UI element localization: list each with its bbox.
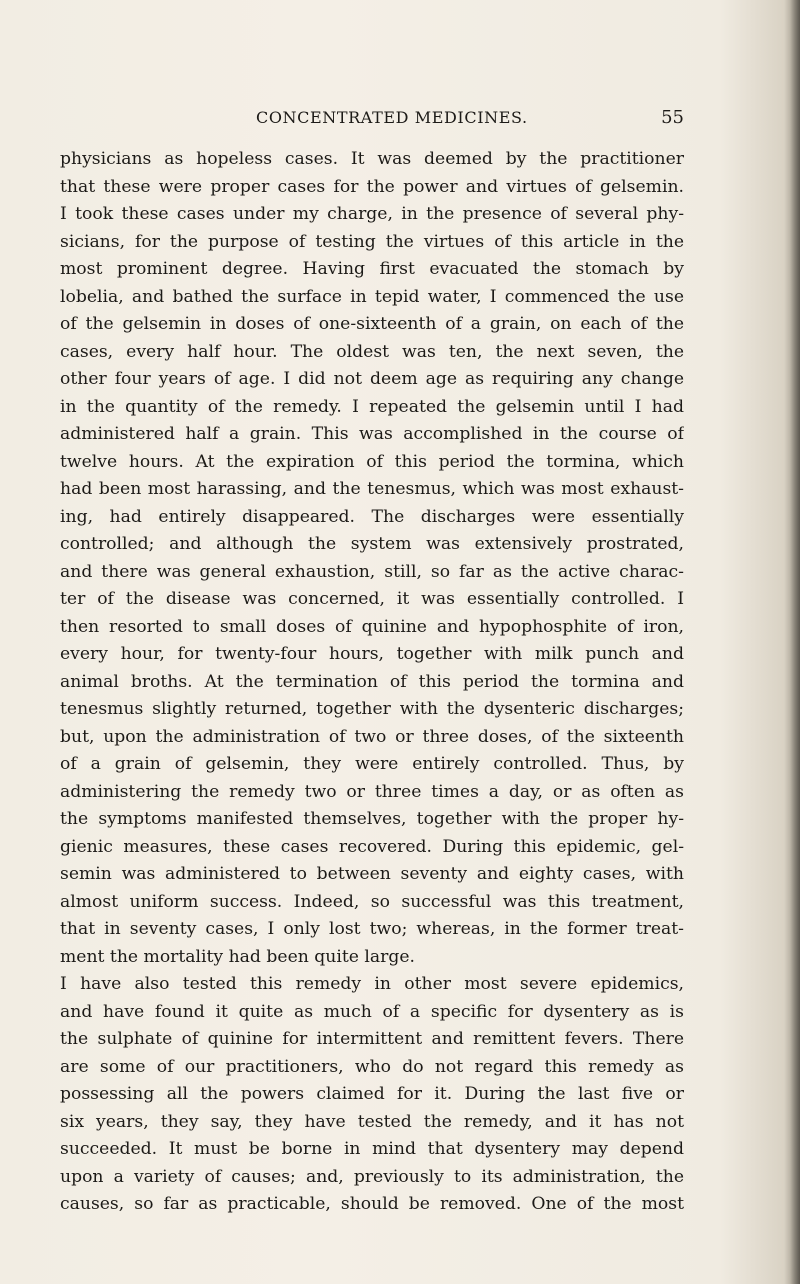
text-line: controlled; and although the system was extensively prostrated, xyxy=(60,534,684,554)
text-line: other four years of age. I did not deem age as requiring any change xyxy=(60,369,684,389)
text-line: lobelia, and bathed the surface in tepid water, I commenced the use xyxy=(60,286,684,307)
text-line: administering the remedy two or three times a day, or as often as xyxy=(60,781,684,802)
text-line: sicians, for the purpose of testing the virtues of this article in the xyxy=(60,231,684,252)
text-line: that in seventy cases, I only lost two; whereas, in the former treat- xyxy=(60,919,684,939)
text-line: possessing all the powers claimed for it. During the last five or xyxy=(60,1084,684,1104)
text-line-paragraph-start: I have also tested this remedy in other most severe epidemics, xyxy=(60,974,684,994)
text-line: had been most harassing, and the tenesmus, which was most exhaust- xyxy=(60,479,684,499)
page-edge-shadow xyxy=(790,0,800,1284)
text-line: twelve hours. At the expiration of this period the tormina, which xyxy=(60,451,684,472)
text-line: causes, so far as practicable, should be removed. One of the most xyxy=(60,1194,684,1214)
text-line: cases, every half hour. The oldest was ten, the next seven, the xyxy=(60,341,684,362)
text-line: ing, had entirely disappeared. The discharges were essentially xyxy=(60,506,684,527)
text-line: most prominent degree. Having first evacuated the stomach by xyxy=(60,259,684,279)
text-line: the symptoms manifested themselves, together with the proper hy- xyxy=(60,809,684,829)
text-line: almost uniform success. Indeed, so successful was this treatment, xyxy=(60,891,684,912)
page-number: 55 xyxy=(661,107,684,128)
text-line: semin was administered to between seventy and eighty cases, with xyxy=(60,864,684,884)
running-head xyxy=(60,106,684,130)
text-line: and have found it quite as much of a specific for dysentery as is xyxy=(60,1001,684,1022)
text-line: ter of the disease was concerned, it was essentially controlled. I xyxy=(60,589,684,609)
text-line: gienic measures, these cases recovered. During this epidemic, gel- xyxy=(60,836,684,857)
text-line: every hour, for twenty-four hours, together with milk punch and xyxy=(60,644,684,664)
text-line: administered half a grain. This was accomplished in the course of xyxy=(60,424,684,444)
body-text xyxy=(60,146,684,1219)
text-line: the sulphate of quinine for intermittent and remittent fevers. There xyxy=(60,1029,684,1049)
text-line: that these were proper cases for the power and virtues of gelsemin. xyxy=(60,176,684,197)
running-title: CONCENTRATED MEDICINES. xyxy=(256,108,528,127)
text-line: in the quantity of the remedy. I repeated the gelsemin until I had xyxy=(60,396,684,417)
text-line: upon a variety of causes; and, previously to its administration, the xyxy=(60,1166,684,1187)
text-line: of the gelsemin in doses of one-sixteenth of a grain, on each of the xyxy=(60,314,684,334)
text-line: then resorted to small doses of quinine and hypophosphite of iron, xyxy=(60,616,684,637)
text-line: are some of our practitioners, who do not regard this remedy as xyxy=(60,1056,684,1077)
text-line: physicians as hopeless cases. It was deemed by the practitioner xyxy=(60,149,684,169)
text-line: six years, they say, they have tested the remedy, and it has not xyxy=(60,1111,684,1132)
text-line: animal broths. At the termination of this period the tormina and xyxy=(60,671,684,692)
text-line: tenesmus slightly returned, together with the dysenteric discharges; xyxy=(60,699,684,719)
text-line: but, upon the administration of two or three doses, of the sixteenth xyxy=(60,726,684,747)
text-line: of a grain of gelsemin, they were entirely controlled. Thus, by xyxy=(60,754,684,774)
text-line-paragraph-end: ment the mortality had been quite large. xyxy=(60,946,415,967)
text-line: I took these cases under my charge, in the presence of several phy- xyxy=(60,204,684,224)
text-line: and there was general exhaustion, still, so far as the active charac- xyxy=(60,561,684,582)
text-line: succeeded. It must be borne in mind that dysentery may depend xyxy=(60,1139,684,1159)
